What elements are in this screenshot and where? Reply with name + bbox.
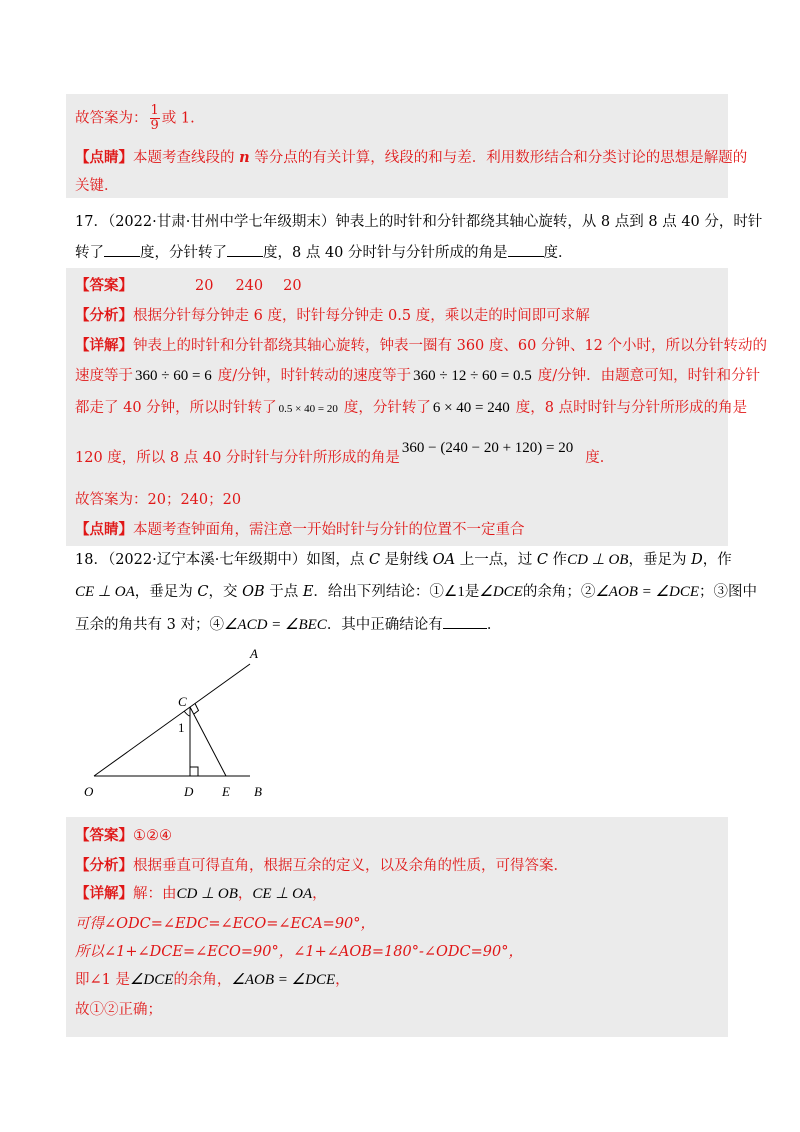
- ray-OA: [94, 664, 250, 776]
- label-B: B: [254, 784, 262, 799]
- q18-detail-line5: 故①②正确；: [75, 1002, 162, 1018]
- angle-1-arc: [184, 711, 190, 716]
- q17-stem-line1: 17．（2022·甘肃·甘州中学七年级期末）钟表上的时针和分针都绕其轴心旋转，从 8 点到 8 点 40 分，时针: [75, 214, 763, 230]
- right-angle-mark-D: [190, 767, 198, 776]
- q16-answer-line: 故答案为： $\frac{1}{9}$ 或 1.: [75, 103, 195, 133]
- label-A: A: [250, 646, 258, 661]
- answer-blank-2[interactable]: [227, 242, 263, 257]
- q18-detail-line4: 即∠1 是∠DCE的余角，∠AOB = ∠DCE，: [75, 972, 350, 988]
- q17-detail-line2: 速度等于 360 ÷ 60 = 6 度/分钟，时针转动的速度等于 360 ÷ 12 ÷ 60 = 0.5 度/分钟．由题意可知，时针和分针: [75, 368, 761, 384]
- q17-dianjing-line: 【点睛】本题考查钟面角，需注意一开始时针与分针的位置不一定重合: [75, 521, 525, 538]
- q16-dianjing-line1: 【点睛】本题考查线段的 n 等分点的有关计算，线段的和与差．利用数形结合和分类讨论的思想是解题的: [75, 149, 748, 166]
- q18-detail-line2: 可得∠ODC=∠EDC=∠ECO=∠ECA=90°，: [75, 916, 376, 932]
- fraction-one-ninth: $\frac{1}{9}$: [150, 103, 159, 133]
- answer-blank-q18[interactable]: [443, 614, 487, 629]
- q18-answer-line: 【答案】①②④: [75, 827, 172, 844]
- q18-stem-line3: 互余的角共有 3 对；④∠ACD = ∠BEC．其中正确结论有 ．: [75, 614, 501, 635]
- q17-analysis-line: 【分析】根据分针每分钟走 6 度，时针每分钟走 0.5 度，乘以走的时间即可求解: [75, 307, 590, 324]
- q17-detail-line3: 都走了 40 分钟，所以时针转了 0.5 × 40 = 20 度，分针转了 6 × 40 = 240 度，8 点时时针与分针所形成的角是: [75, 400, 748, 416]
- q18-detail-line3: 所以∠1+∠DCE=∠ECO=90°，∠1+∠AOB=180°-∠ODC=90°，: [75, 944, 523, 960]
- label-C: C: [178, 694, 187, 709]
- q17-stem-line2: 转了 度，分针转了 度，8 点 40 分时针与分针所成的角是 度．: [75, 242, 573, 263]
- segment-CE: [190, 707, 226, 776]
- answer-blank-1[interactable]: [104, 242, 140, 257]
- label-E: E: [222, 784, 230, 799]
- q17-answer-line: 【答案】 20 240 20: [75, 277, 302, 294]
- answer-blank-3[interactable]: [508, 242, 544, 257]
- label-1: 1: [178, 720, 185, 735]
- q17-final-line: 故答案为：20；240；20: [75, 492, 242, 508]
- right-angle-mark-C: [194, 704, 199, 715]
- q17-detail-line4: 120 度，所以 8 点 40 分时针与分针所形成的角是360 − (240 − 20 + 120) = 20度．: [75, 440, 615, 466]
- q18-analysis-line: 【分析】根据垂直可得直角，根据互余的定义，以及余角的性质，可得答案．: [75, 857, 568, 874]
- label-O: O: [84, 784, 94, 799]
- q18-stem-line2: CE ⊥ OA，垂足为 C，交 OB 于点 E．给出下列结论：①∠1是∠DCE的余角；②∠AOB = ∠DCE；③图中: [75, 584, 758, 600]
- q18-detail-line1: 【详解】解：由CD ⊥ OB，CE ⊥ OA，: [75, 885, 327, 902]
- q18-stem-line1: 18．（2022·辽宁本溪·七年级期中）如图，点 C 是射线 OA 上一点，过 C 作CD ⊥ OB，垂足为 D，作: [75, 552, 732, 568]
- q17-detail-line1: 【详解】钟表上的时针和分针都绕其轴心旋转，钟表一圈有 360 度、60 分钟、12 个小时，所以分针转动的: [75, 337, 768, 354]
- label-D: D: [184, 784, 194, 799]
- geometry-figure: [70, 640, 280, 810]
- q16-dianjing-line2: 关键．: [75, 178, 119, 194]
